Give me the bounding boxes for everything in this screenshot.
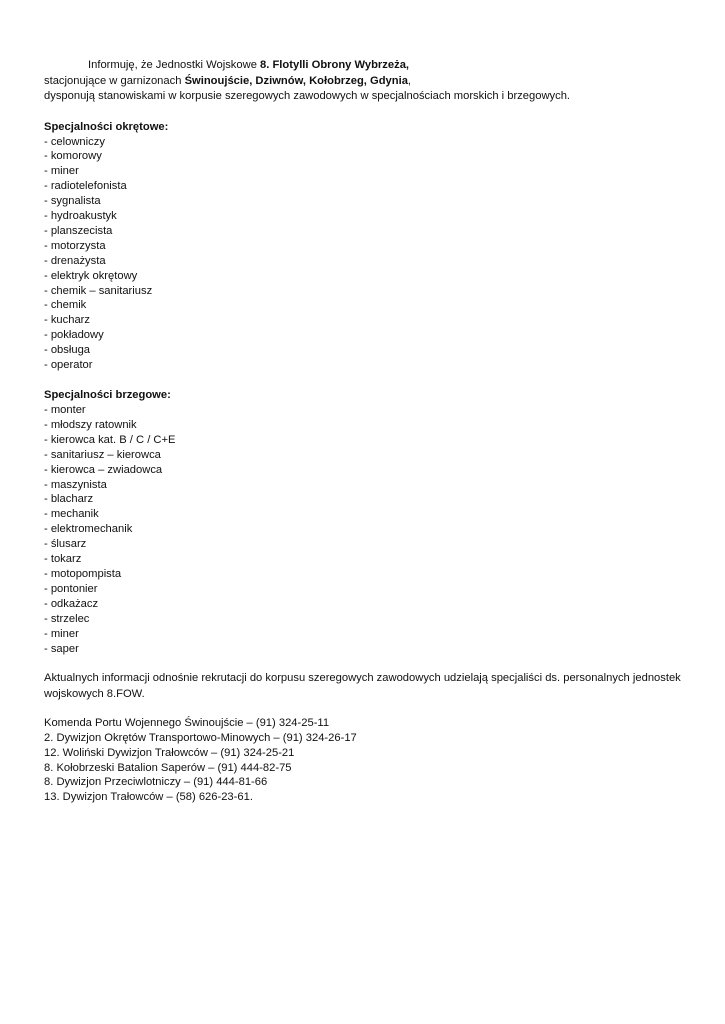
ship-specialty-item: - obsługa: [44, 344, 91, 357]
contact-line: 2. Dywizjon Okrętów Transportowo-Minowych – (91) 324-26-17: [44, 731, 357, 744]
ship-specialties-heading: Specjalności okrętowe:: [44, 120, 169, 133]
recruitment-info-paragraph: Aktualnych informacji odnośnie rekrutacji do korpusu szeregowych zawodowych udzielają specjaliści ds. personalnych jednostek wojskowych 8.FOW.: [44, 672, 681, 700]
shore-specialties-heading: Specjalności brzegowe:: [44, 389, 171, 401]
ship-specialty-item: - motorzysta: [44, 239, 106, 252]
shore-specialty-item: - saper: [44, 642, 79, 655]
shore-specialty-item: - monter: [44, 404, 86, 416]
shore-specialty-item: - miner: [44, 627, 79, 640]
shore-specialty-item: - elektromechanik: [44, 523, 133, 536]
intro-line-1: [44, 58, 685, 74]
ship-specialty-item: - kucharz: [44, 314, 91, 327]
intro-line-1-text: Informuję, że Jednostki Wojskowe: [88, 59, 261, 71]
shore-specialty-item: - pontonier: [44, 582, 98, 595]
shore-specialty-item: - maszynista: [44, 478, 107, 491]
shore-specialty-item: - blacharz: [44, 493, 94, 506]
ship-specialty-item: - hydroakustyk: [44, 210, 117, 223]
shore-specialty-item: - odkażacz: [44, 597, 99, 610]
shore-specialty-item: - mechanik: [44, 508, 99, 521]
ship-specialty-item: - miner: [44, 165, 79, 178]
ship-specialty-item: - radiotelefonista: [44, 180, 127, 193]
shore-specialty-item: - młodszy ratownik: [44, 418, 137, 431]
intro-flotilla-name: 8. Flotylli Obrony Wybrzeża,: [260, 59, 410, 71]
ship-specialty-item: - sygnalista: [44, 195, 101, 208]
intro-line-2: [44, 74, 685, 90]
ship-specialty-item: - chemik – sanitariusz: [44, 284, 153, 297]
contact-line: 8. Kołobrzeski Batalion Saperów – (91) 444-82-75: [44, 761, 292, 774]
intro-line-2-text: stacjonujące w garnizonach: [44, 74, 185, 87]
ship-specialty-item: - planszecista: [44, 224, 113, 237]
ship-specialty-item: - celowniczy: [44, 135, 105, 148]
ship-specialty-item: - chemik: [44, 299, 87, 312]
shore-specialty-item: - motopompista: [44, 567, 122, 580]
contacts-list: [44, 716, 685, 805]
intro-garrisons: Świnoujście, Dziwnów, Kołobrzeg, Gdynia: [184, 74, 408, 87]
shore-specialty-item: - sanitariusz – kierowca: [44, 448, 161, 461]
shore-specialties-list: [44, 403, 685, 656]
ship-specialty-item: - operator: [44, 359, 93, 372]
shore-specialty-item: - tokarz: [44, 553, 82, 566]
intro-line-3: dysponują stanowiskami w korpusie szeregowych zawodowych w specjalnościach morskich i brzegowych.: [44, 90, 571, 102]
ship-specialty-item: - pokładowy: [44, 329, 104, 342]
ship-specialties-list: [44, 135, 685, 374]
ship-specialty-item: - komorowy: [44, 150, 102, 163]
shore-specialty-item: - kierowca – zwiadowca: [44, 463, 163, 476]
contact-line: 13. Dywizjon Trałowców – (58) 626-23-61.: [44, 791, 253, 804]
shore-specialty-item: - kierowca kat. B / C / C+E: [44, 433, 176, 446]
shore-specialty-item: - strzelec: [44, 612, 90, 625]
contact-line: 8. Dywizjon Przeciwlotniczy – (91) 444-81-66: [44, 776, 268, 789]
contact-line: 12. Woliński Dywizjon Trałowców – (91) 324-25-21: [44, 746, 295, 759]
contact-line: Komenda Portu Wojennego Świnoujście – (91) 324-25-11: [44, 716, 330, 729]
intro-line-2-suffix: ,: [407, 74, 412, 87]
shore-specialty-item: - ślusarz: [44, 538, 87, 551]
ship-specialty-item: - drenażysta: [44, 254, 106, 267]
ship-specialty-item: - elektryk okrętowy: [44, 269, 138, 282]
